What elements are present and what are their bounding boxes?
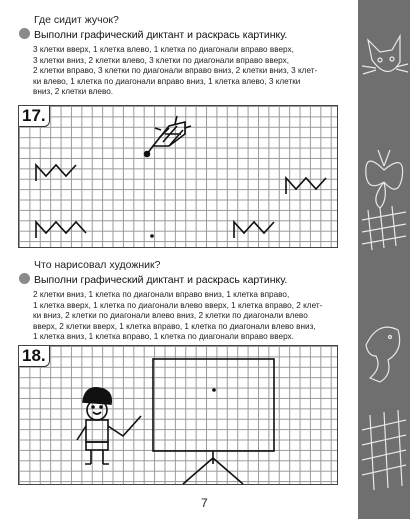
page-number: 7 bbox=[201, 496, 208, 510]
easel-icon bbox=[153, 359, 274, 484]
question-2: Что нарисовал художник? bbox=[34, 259, 161, 271]
exercise-number-18: 18. bbox=[19, 346, 50, 367]
dictation-2-line: 1 клетка вниз, 1 клетка вправо, 1 клетка по диагонали вправо вверх. bbox=[33, 332, 294, 342]
dictation-1-line: 3 клетки вверх, 1 клетка влево, 1 клетка по диагонали вправо вверх, bbox=[33, 45, 294, 54]
grid-18 bbox=[18, 345, 338, 485]
dictation-1 bbox=[33, 45, 341, 98]
decorative-side-strip bbox=[358, 0, 410, 519]
grid-18-drawings bbox=[19, 346, 339, 486]
task-1 bbox=[19, 28, 287, 41]
grid-17-drawings bbox=[19, 106, 339, 249]
exercise-number-17: 17. bbox=[19, 106, 50, 127]
bullet-icon bbox=[19, 273, 30, 284]
task-2-text: Выполни графический диктант и раскрась картинку. bbox=[34, 274, 288, 286]
doodles-decoration bbox=[358, 0, 410, 519]
bullet-icon bbox=[19, 28, 30, 39]
grid-17 bbox=[18, 105, 338, 248]
dictation-2 bbox=[33, 290, 349, 343]
dictation-1-line: вниз, 2 клетки влево. bbox=[33, 87, 114, 97]
dictation-2-line: ки вниз, 2 клетки по диагонали влево вниз, 2 клетки по диагонали влево bbox=[33, 311, 308, 321]
beetle-icon bbox=[145, 116, 192, 157]
dictation-2-line: 2 клетки вниз, 1 клетка по диагонали вправо вниз, 1 клетка вправо, bbox=[33, 290, 290, 299]
question-1: Где сидит жучок? bbox=[34, 14, 119, 26]
dictation-2-line: вверх, 2 клетки вверх, 1 клетка вправо, 1 клетка по диагонали влево вниз, bbox=[33, 321, 316, 331]
task-1-text: Выполни графический диктант и раскрась картинку. bbox=[34, 29, 288, 41]
dictation-1-line: 3 клетки вниз, 2 клетки влево, 3 клетки по диагонали вправо вверх, bbox=[33, 55, 290, 65]
dictation-1-line: 2 клетки вправо, 3 клетки по диагонали вправо вниз, 2 клетки вниз, 3 клет- bbox=[33, 66, 318, 76]
dictation-1-line: ки влево, 1 клетка по диагонали вправо вниз, 1 клетка влево, 3 клетки bbox=[33, 76, 301, 86]
task-2 bbox=[19, 273, 287, 286]
dictation-2-line: 1 клетка вверх, 1 клетка по диагонали влево вверх, 1 клетка вправо, 2 клет- bbox=[33, 300, 323, 310]
artist-icon bbox=[77, 388, 141, 464]
